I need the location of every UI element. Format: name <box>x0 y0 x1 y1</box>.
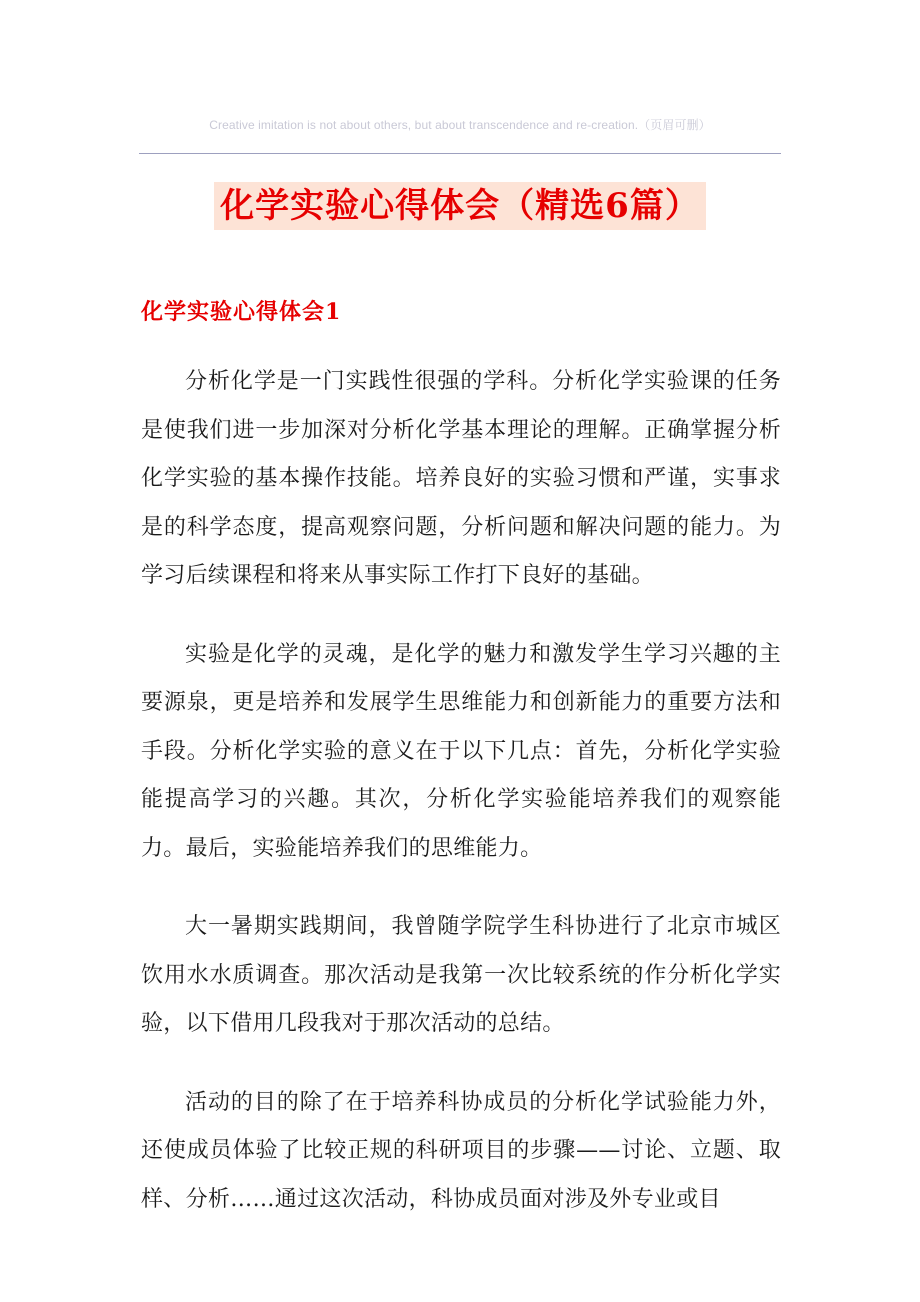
document-title: 化学实验心得体会（精选6篇） <box>214 182 706 230</box>
paragraph-2: 实验是化学的灵魂，是化学的魅力和激发学生学习兴趣的主要源泉，更是培养和发展学生思维能力和创新能力的重要方法和手段。分析化学实验的意义在于以下几点：首先，分析化学实验能提高学习的兴趣。其次，分析化学实验能培养我们的观察能力。最后，实验能培养我们的思维能力。 <box>141 641 781 861</box>
paragraph-1: 分析化学是一门实践性很强的学科。分析化学实验课的任务是使我们进一步加深对分析化学基本理论的理解。正确掌握分析化学实验的基本操作技能。培养良好的实验习惯和严谨，实事求是的科学态度，提高观察问题，分析问题和解决问题的能力。为学习后续课程和将来从事实际工作打下良好的基础。 <box>141 369 781 588</box>
paragraph-3: 大一暑期实践期间，我曾随学院学生科协进行了北京市城区饮用水水质调查。那次活动是我第一次比较系统的作分析化学实验，以下借用几段我对于那次活动的总结。 <box>141 914 781 1036</box>
document-title-container <box>0 182 920 230</box>
header-divider <box>139 153 781 154</box>
page-header-note: Creative imitation is not about others, but about transcendence and re-creation.（页眉可删） <box>209 118 711 132</box>
document-body <box>141 358 781 1254</box>
section-heading: 化学实验心得体会1 <box>141 299 342 325</box>
paragraph-4: 活动的目的除了在于培养科协成员的分析化学试验能力外，还使成员体验了比较正规的科研项目的步骤——讨论、立题、取样、分析……通过这次活动，科协成员面对涉及外专业或目 <box>141 1089 781 1212</box>
